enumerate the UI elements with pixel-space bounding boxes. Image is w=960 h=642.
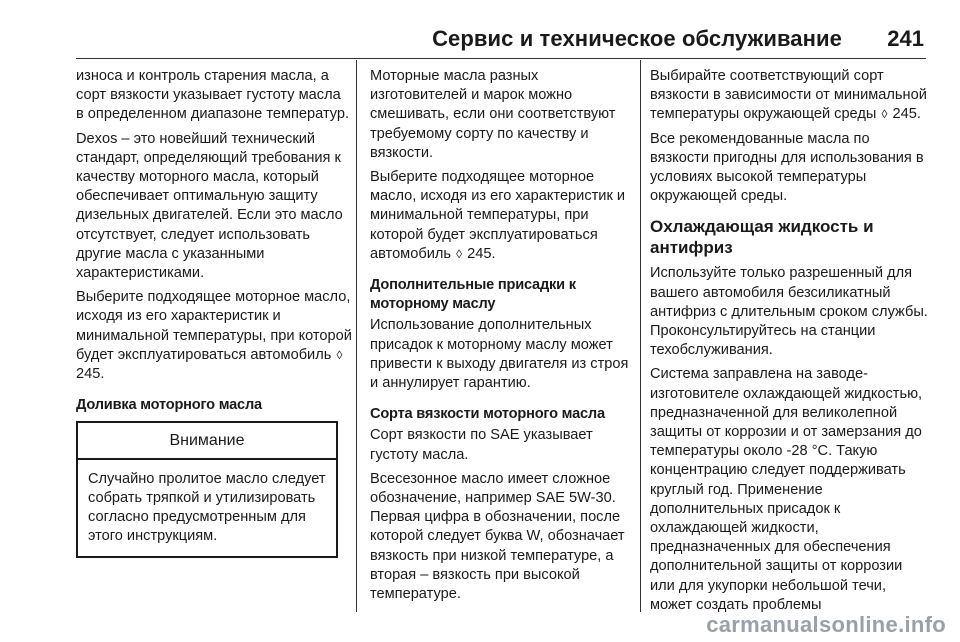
paragraph: Dexos – это новейший технический стандарт, определяющий требования к качеству моторного масла, который обеспечивает оптимальную защиту дизельных двигателей. Если это масло отсутствует, следует использовать другие масла с указанными характеристиками. — [76, 130, 343, 282]
page-number: 241 — [887, 26, 924, 51]
page-header — [0, 0, 960, 60]
column-divider-2 — [640, 60, 641, 612]
paragraph: Используйте только разрешенный для вашего автомобиля безсиликатный антифриз с длительным сроком службы. Проконсультируйтесь на станции техобслуживания. — [650, 265, 928, 359]
paragraph: Моторные масла разных изготовителей и марок можно смешивать, если они соответствуют требуемому сорту по качеству и вязкости. — [370, 68, 616, 161]
chapter-title: Сервис и техническое обслуживание — [432, 26, 842, 51]
paragraph — [370, 168, 632, 264]
page-ref-link[interactable]: 245. — [76, 366, 105, 383]
section-heading-refill: Доливка моторного масла — [76, 397, 262, 414]
column-3 — [650, 67, 928, 620]
paragraph-text: Выберите подходящее моторное масло, исходя из его характеристик и минимальной температуры, при которой будет эксплуатироваться автомобиль — [370, 169, 626, 262]
section-heading-coolant: Охлаждающая жидкость и антифриз — [650, 217, 874, 258]
page-ref-icon: ◊ — [881, 107, 888, 122]
paragraph — [76, 288, 352, 384]
paragraph-text: Выберите подходящее моторное масло, исходя из его характеристик и минимальной температуры, при которой будет эксплуатироваться автомобиль — [76, 289, 352, 363]
column-2 — [370, 67, 632, 609]
watermark: carmanualsonline.info — [706, 612, 946, 637]
paragraph-text: Выбирайте соответствующий сорт вязкости в зависимости от минимальной температуры окружающей среды — [650, 68, 927, 123]
paragraph — [650, 67, 928, 125]
warning-body: Случайно пролитое масло следует собрать тряпкой и утилизировать согласно предусмотренным для этого инструкциям. — [88, 470, 326, 545]
paragraph: Все рекомендованные масла по вязкости пригодны для использования в условиях высокой температуры окружающей среды. — [650, 130, 924, 205]
page-ref-icon: ◊ — [336, 347, 343, 362]
paragraph: Использование дополнительных присадок к моторному маслу может привести к выходу двигателя из строя и аннулирует гарантию. — [370, 317, 629, 392]
page-ref-link[interactable]: 245. — [467, 245, 496, 262]
warning-title: Внимание — [78, 423, 336, 459]
paragraph: износа и контроль старения масла, а сорт вязкости указывает густоту масла в определенном диапазоне температур. — [76, 68, 350, 123]
column-divider-1 — [356, 60, 357, 612]
header-divider — [76, 58, 926, 59]
section-heading-additives: Дополнительные присадки к моторному маслу — [370, 277, 576, 313]
warning-box — [76, 421, 338, 558]
paragraph: Сорт вязкости по SAE указывает густоту масла. — [370, 427, 593, 463]
section-heading-viscosity: Сорта вязкости моторного масла — [370, 406, 605, 423]
column-1 — [76, 67, 352, 558]
paragraph: Система заправлена на заводе-изготовителе охлаждающей жидкостью, предназначенной для великолепной защиты от коррозии и от замерзания до температуры около -28 °C. Такую концентрацию следует поддерживать круглый год. Применение дополнительных присадок к охлаждающей жидкости, предназначенных для обеспечения дополнительной защиты от коррозии или для укупорки небольшой течи, может создать проблемы — [650, 366, 923, 613]
page-ref-link[interactable]: 245. — [892, 106, 921, 123]
page-ref-icon: ◊ — [456, 246, 462, 261]
paragraph: Всесезонное масло имеет сложное обозначение, например SAE 5W-30. Первая цифра в обозначении, после которой следует буква W, обозначает вязкость при низкой температуре, а вторая – вязкость при высокой температуре. — [370, 470, 625, 603]
